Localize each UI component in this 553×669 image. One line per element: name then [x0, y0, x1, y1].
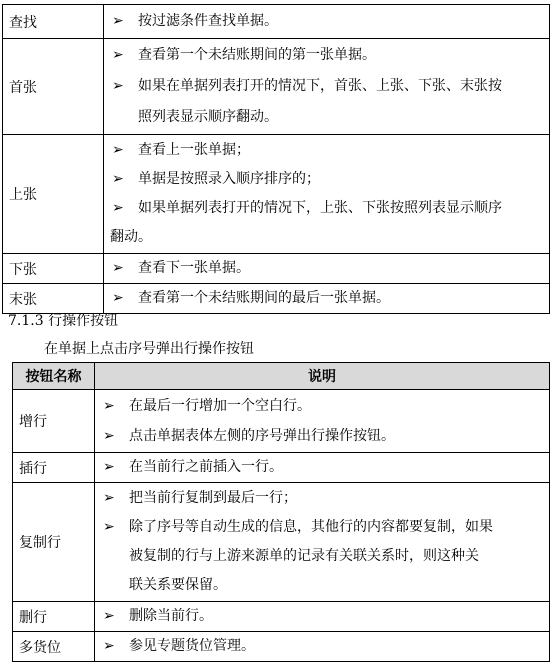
description-cell: [95, 632, 550, 662]
bullet-arrow-icon: ➢: [103, 398, 115, 414]
list-item: ➢ 如果在单据列表打开的情况下，首张、上张、下张、末张按: [108, 71, 543, 102]
table-row: [13, 483, 550, 602]
list-item: ➢ 点击单据表体左侧的序号弹出行操作按钮。: [99, 421, 543, 451]
description-cell: [95, 483, 550, 602]
bullet-arrow-icon: ➢: [112, 200, 124, 216]
table-row: [13, 632, 550, 662]
bullet-arrow-icon: ➢: [103, 608, 115, 624]
row-operation-buttons-table: [12, 362, 550, 662]
button-name-cell: 末张: [3, 284, 104, 314]
column-header-name: 按钮名称: [13, 363, 95, 390]
list-item: ➢ 如果单据列表打开的情况下，上张、下张按照列表显示顺序: [108, 194, 543, 223]
button-name-cell: 增行: [13, 390, 95, 453]
list-item: ➢ 查看第一个未结账期间的最后一张单据。: [108, 285, 543, 312]
description-cell: [95, 453, 550, 483]
bullet-arrow-icon: ➢: [112, 13, 124, 29]
button-name-cell: 下张: [3, 254, 104, 284]
section-heading: 7.1.3 行操作按钮: [8, 313, 119, 329]
table-row: [3, 39, 550, 135]
list-item-continuation: 联关系要保留。: [129, 577, 227, 593]
button-name-cell: 删行: [13, 602, 95, 632]
table-header-row: [13, 363, 550, 390]
bullet-arrow-icon: ➢: [112, 47, 124, 63]
table-row: [13, 602, 550, 632]
button-name-cell: 多货位: [13, 632, 95, 662]
button-name-cell: 查找: [3, 5, 104, 39]
button-name-cell: 上张: [3, 135, 104, 254]
description-cell: [104, 254, 550, 284]
list-item: ➢ 删除当前行。: [99, 603, 543, 630]
bullet-arrow-icon: ➢: [103, 428, 115, 444]
list-item: ➢ 在最后一行增加一个空白行。: [99, 391, 543, 421]
table-row: [3, 254, 550, 284]
bullet-arrow-icon: ➢: [103, 459, 115, 475]
description-cell: [104, 135, 550, 254]
toolbar-buttons-table: [2, 4, 550, 314]
bullet-arrow-icon: ➢: [103, 638, 115, 654]
list-item: ➢ 按过滤条件查找单据。: [108, 6, 543, 37]
column-header-desc: 说明: [95, 363, 550, 390]
list-item: ➢ 参见专题货位管理。: [99, 633, 543, 660]
bullet-arrow-icon: ➢: [103, 490, 115, 506]
bullet-arrow-icon: ➢: [112, 260, 124, 276]
description-cell: [95, 390, 550, 453]
list-item: ➢ 单据是按照录入顺序排序的；: [108, 165, 543, 194]
list-item: ➢ 查看第一个未结账期间的第一张单据。: [108, 40, 543, 71]
list-item-continuation: 翻动。: [110, 229, 152, 245]
table-row: [3, 284, 550, 314]
bullet-arrow-icon: ➢: [112, 78, 124, 94]
button-name-cell: 复制行: [13, 483, 95, 602]
list-item: ➢ 查看上一张单据；: [108, 136, 543, 165]
table-row: [13, 390, 550, 453]
description-cell: [95, 602, 550, 632]
list-item-continuation: 被复制的行与上游来源单的记录有关联关系时，则这种关: [129, 548, 479, 564]
list-item: ➢ 把当前行复制到最后一行；: [99, 484, 543, 513]
list-item-continuation: 照列表显示顺序翻动。: [138, 109, 278, 125]
section-intro: 在单据上点击序号弹出行操作按钮: [44, 341, 254, 357]
table-row: [3, 5, 550, 39]
description-cell: [104, 39, 550, 135]
bullet-arrow-icon: ➢: [112, 171, 124, 187]
list-item: ➢ 在当前行之前插入一行。: [99, 454, 543, 481]
description-cell: [104, 5, 550, 39]
bullet-arrow-icon: ➢: [103, 519, 115, 535]
bullet-arrow-icon: ➢: [112, 290, 124, 306]
table-row: [3, 135, 550, 254]
bullet-arrow-icon: ➢: [112, 142, 124, 158]
table-row: [13, 453, 550, 483]
button-name-cell: 首张: [3, 39, 104, 135]
list-item: ➢ 查看下一张单据。: [108, 255, 543, 282]
list-item: ➢ 除了序号等自动生成的信息，其他行的内容都要复制，如果: [99, 513, 543, 542]
button-name-cell: 插行: [13, 453, 95, 483]
description-cell: [104, 284, 550, 314]
